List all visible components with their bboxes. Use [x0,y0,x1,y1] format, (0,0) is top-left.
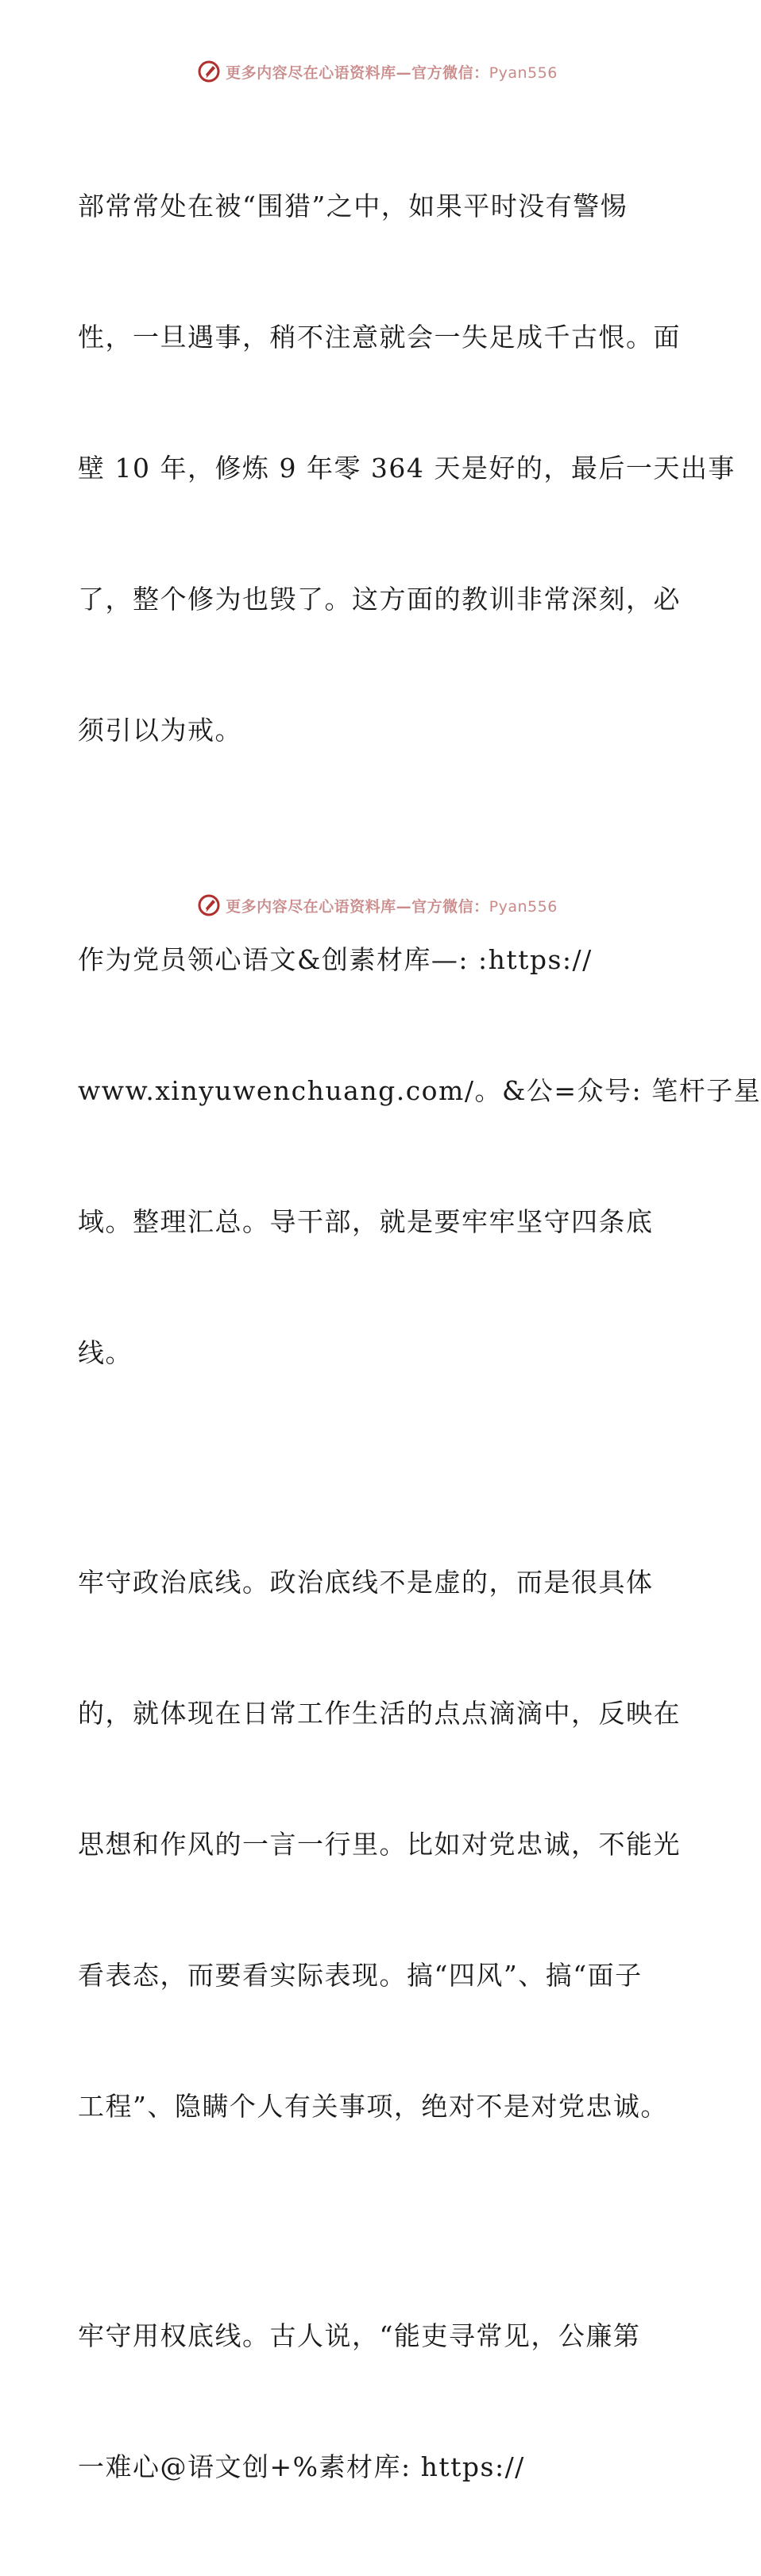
text-line: 牢守用权底线。古人说，“能吏寻常见，公廉第 [78,2320,641,2351]
text-line: www.xinyuwenchuang.com/。&公=众号: 笔杆子星 [78,1075,761,1106]
header-banner-text [226,61,558,83]
header-banner-cn: 更多内容尽在心语资料库—官方微信： [226,64,489,82]
text-line: 了，整个修为也毁了。这方面的教训非常深刻，必 [78,584,681,615]
paragraph-3 [78,1473,690,2215]
footer-banner [0,889,755,921]
footer-banner-text [226,895,558,916]
pen-logo-icon [197,60,221,83]
text-line: 部常常处在被“围猎”之中，如果平时没有警惕 [78,191,628,222]
text-line: 看表态，而要看实际表现。搞“四风”、搞“面子 [78,1960,643,1991]
paragraph-2 [78,850,761,1462]
text-line: 作为党员领心语文&创素材库—: :https:// [78,944,593,975]
header-banner [0,56,755,87]
pen-logo-icon [197,893,221,917]
text-line: 域。整理汇总。导干部，就是要牢牢坚守四条底 [78,1206,654,1237]
text-line: 工程”、隐瞒个人有关事项，绝对不是对党忠诚。 [78,2091,668,2122]
text-line: 线。 [78,1337,133,1368]
text-line: 一难心@语文创+%素材库: https:// [78,2451,525,2482]
footer-banner-wechat-id: Pyan556 [489,897,558,916]
text-line: 的，就体现在日常工作生活的点点滴滴中，反映在 [78,1698,681,1729]
text-line: 思想和作风的一言一行里。比如对党忠诚，不能光 [78,1829,681,1860]
paragraph-4 [78,2227,690,2576]
paragraph-1 [78,97,736,839]
document-body [78,97,761,2576]
text-line: 性，一旦遇事，稍不注意就会一失足成千古恨。面 [78,322,681,353]
header-banner-wechat-id: Pyan556 [489,64,558,82]
text-line: 壁 10 年，修炼 9 年零 364 天是好的，最后一天出事 [78,453,736,484]
text-line: 牢守政治底线。政治底线不是虚的，而是很具体 [78,1567,654,1598]
footer-banner-cn: 更多内容尽在心语资料库—官方微信： [226,897,489,916]
text-line: 须引以为戒。 [78,715,242,746]
